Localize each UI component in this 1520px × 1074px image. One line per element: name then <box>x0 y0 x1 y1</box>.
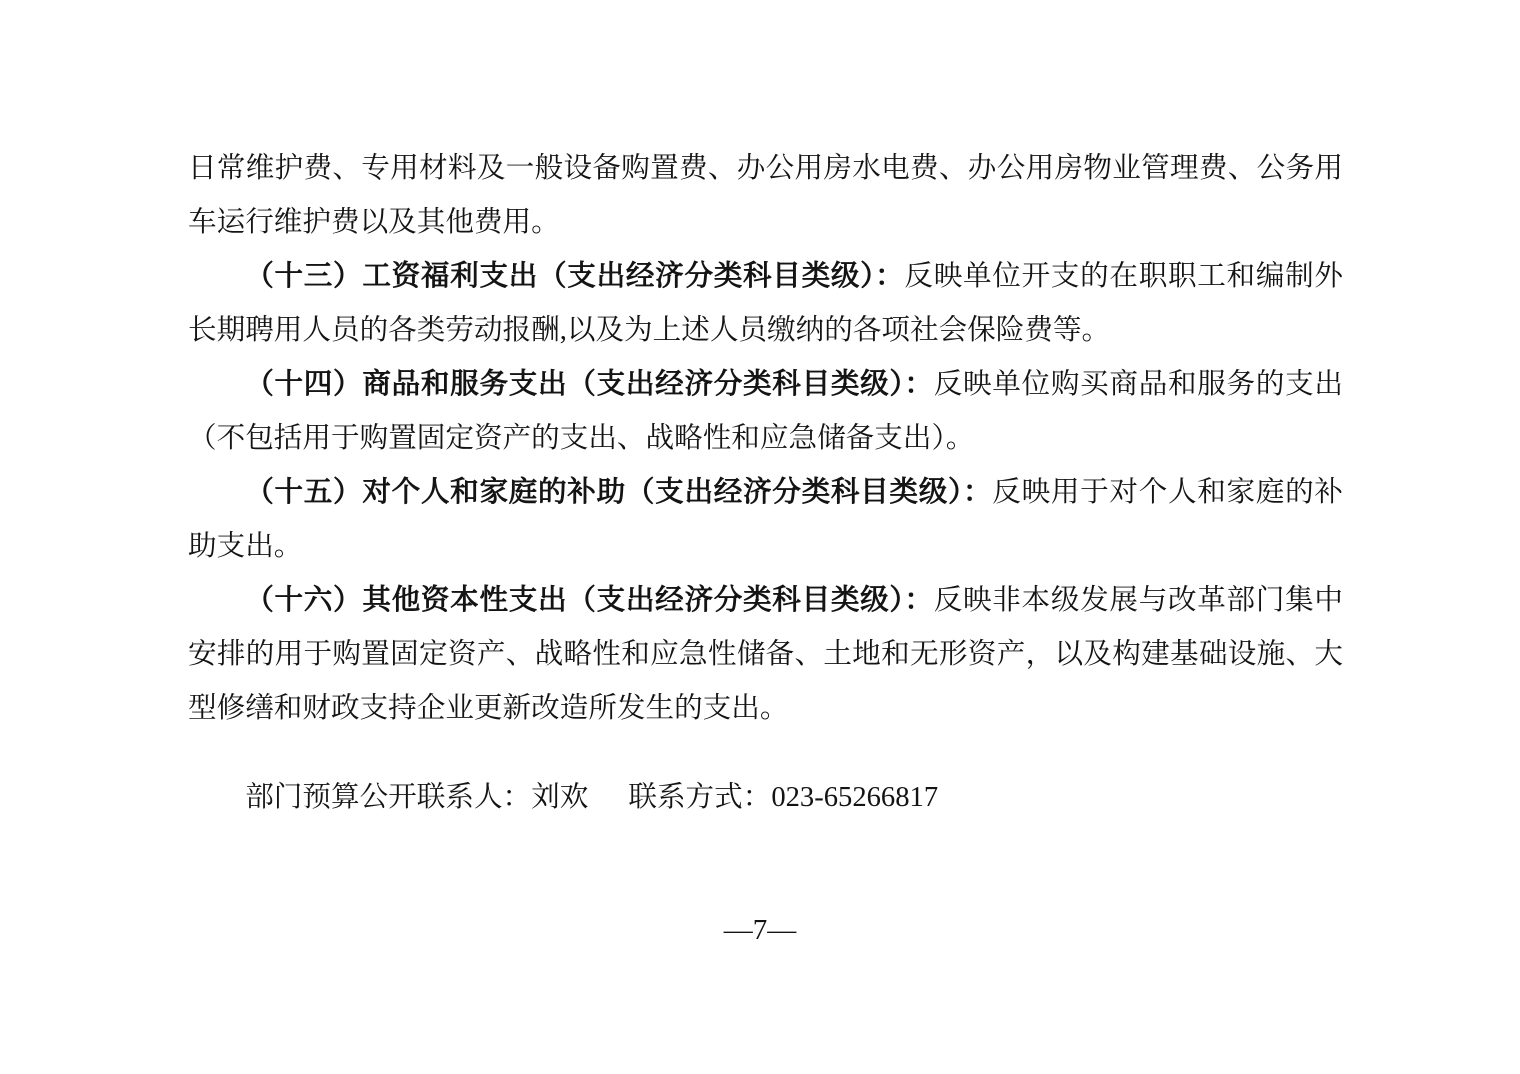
contact-line <box>188 771 1343 825</box>
contact-person-label: 部门预算公开联系人： <box>245 782 532 813</box>
document-page <box>188 142 1343 825</box>
paragraph-text: 日常维护费、专用材料及一般设备购置费、办公用房水电费、办公用房物业管理费、公务用车运行维护费以及其他费用。 <box>188 153 1343 238</box>
paragraph-lead: （十五）对个人和家庭的补助（支出经济分类科目类级）： <box>245 477 993 508</box>
contact-phone-label: 联系方式： <box>628 782 772 813</box>
paragraph-item-16 <box>188 574 1343 736</box>
paragraph-item-14 <box>188 358 1343 466</box>
page-number: —7— <box>723 914 797 946</box>
paragraph-text: 反映非本级发展与改革部门集中安排的用于购置固定资产、战略性和应急性储备、土地和无形资产，以及构建基础设施、大型修缮和财政支持企业更新改造所发生的支出。 <box>188 585 1343 724</box>
paragraph-text: 反映单位开支的在职职工和编制外长期聘用人员的各类劳动报酬,以及为上述人员缴纳的各项社会保险费等。 <box>188 261 1343 346</box>
contact-phone-number: 023-65266817 <box>771 782 939 813</box>
paragraph-item-13 <box>188 250 1343 358</box>
paragraph-text: 反映用于对个人和家庭的补助支出。 <box>188 477 1343 562</box>
paragraph-item-15 <box>188 466 1343 574</box>
paragraph-lead: （十六）其他资本性支出（支出经济分类科目类级）： <box>245 585 934 616</box>
paragraph-text: 反映单位购买商品和服务的支出（不包括用于购置固定资产的支出、战略性和应急储备支出）。 <box>188 369 1343 454</box>
contact-person-name: 刘欢 <box>531 782 589 813</box>
paragraph-continuation <box>188 142 1343 250</box>
paragraph-lead: （十三）工资福利支出（支出经济分类科目类级）： <box>245 261 905 292</box>
paragraph-lead: （十四）商品和服务支出（支出经济分类科目类级）： <box>245 369 934 400</box>
